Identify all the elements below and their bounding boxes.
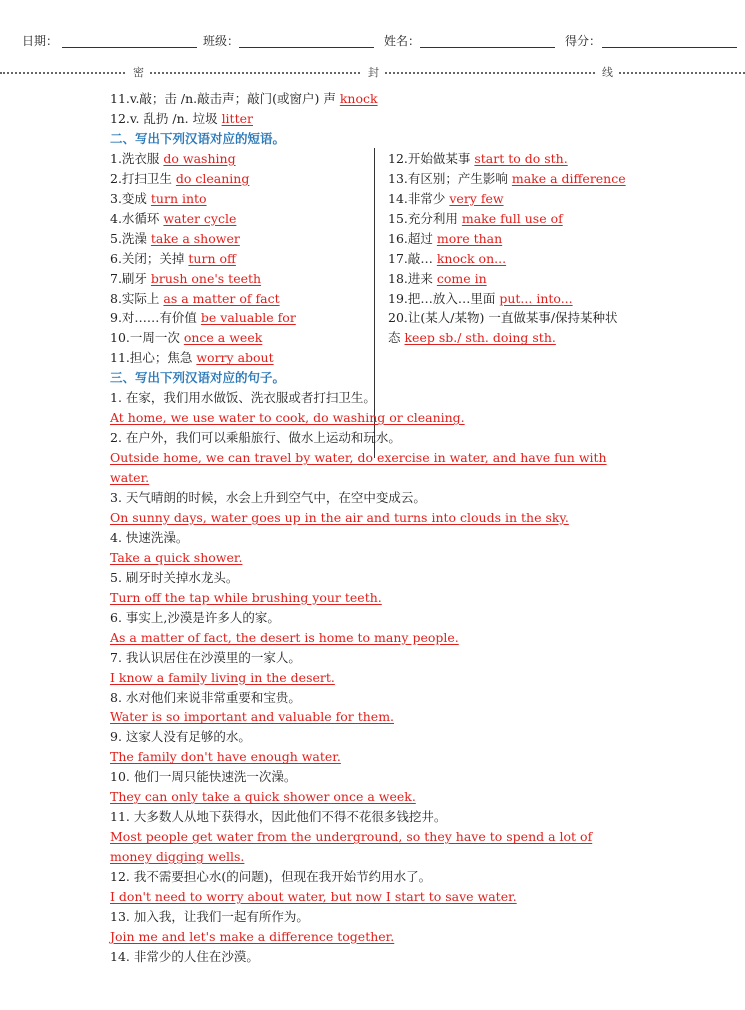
phrase-item [388,150,568,168]
phrase-answer: as a matter of fact [163,290,280,306]
sentence-answer [110,848,244,866]
seal-dots [0,72,125,74]
sentence-chinese: 9. 这家人没有足够的水。 [110,729,251,745]
sentence-chinese: 12. 我不需要担心水(的问题)，但现在我开始节约用水了。 [110,869,432,885]
sentence-chinese: 6. 事实上,沙漠是许多人的家。 [110,609,280,625]
name-field [384,32,420,49]
phrase-prompt: 6.关闭；关掉 [110,250,189,266]
phrase-answer: once a week [183,330,263,346]
sentence-english: At home, we use water to cook, do washing or cleaning. [110,410,465,426]
sentence-prompt [110,868,431,886]
phrase-prompt: 18.进来 [388,270,437,286]
phrase-prompt: 5.洗澡 [110,230,151,246]
sentence-english: Outside home, we can travel by water, do exercise in water, and have fun with [110,450,607,466]
seal-line [0,64,745,80]
sentence-prompt [110,609,280,627]
sentence-chinese: 13. 加入我，让我们一起有所作为。 [110,908,309,924]
sentence-answer [110,708,394,726]
sentence-prompt [110,649,301,667]
sentence-answer [110,469,149,487]
seal-dots [619,72,745,74]
sentence-answer [110,788,416,806]
phrase-prompt: 19.把…放入…里面 [388,290,500,306]
sentence-answer [110,928,394,946]
vocab-item [110,90,378,108]
section-2-title: 二、写出下列汉语对应的短语。 [110,130,286,146]
phrase-item [388,210,563,228]
sentence-chinese: 7. 我认识居住在沙漠里的一家人。 [110,649,301,665]
sentence-english: Turn off the tap while brushing your teeth. [110,589,382,605]
sentence-answer [110,589,382,607]
date-field [22,32,58,49]
phrase-item [110,250,236,268]
seal-dots [385,72,595,74]
sentence-prompt [110,808,446,826]
vocab-item [110,110,253,128]
phrase-prompt: 1.洗衣服 [110,150,164,166]
seal-char-feng: 封 [368,66,379,79]
phrase-item [110,270,261,288]
sentence-english: The family don't have enough water. [110,749,341,765]
sentence-answer [110,888,517,906]
sentence-prompt [110,529,188,547]
phrase-prompt: 13.有区别；产生影响 [388,170,512,186]
sentence-chinese: 2. 在户外，我们可以乘船旅行、做水上运动和玩水。 [110,430,401,446]
score-field [565,32,601,49]
score-blank[interactable] [602,47,737,48]
seal-char-mi: 密 [133,66,144,79]
sentence-chinese: 4. 快速洗澡。 [110,529,189,545]
phrase-answer: very few [449,190,504,206]
phrase-item [110,190,207,208]
date-label: 日期： [22,34,59,48]
phrase-prompt: 14.非常少 [388,190,450,206]
phrase-item [388,270,487,288]
phrase-prompt: 20.让(某人/某物) 一直做某事/保持某种状 [388,310,618,326]
sentence-chinese: 3. 天气晴朗的时候，水会上升到空气中，在空中变成云。 [110,490,426,505]
sentence-prompt [110,429,401,447]
sentence-answer [110,549,242,567]
phrase-prompt: 态 [388,330,405,346]
phrase-prompt: 3.变成 [110,190,151,206]
phrase-item [110,349,274,367]
sentence-prompt [110,489,426,507]
phrase-answer: turn into [150,190,207,206]
sentence-chinese: 5. 刷牙时关掉水龙头。 [110,569,239,585]
sentence-english: I don't need to worry about water, but now I start to save water. [110,889,517,904]
phrase-item [388,250,506,268]
seal-char-xian: 线 [602,66,613,79]
phrase-answer: do cleaning [175,170,250,186]
phrase-answer: do washing [163,150,236,166]
phrase-answer: make full use of [461,210,563,226]
sentence-answer [110,748,341,766]
sentence-prompt [110,768,296,786]
phrase-answer: take a shower [150,230,240,246]
sentence-prompt [110,728,251,746]
phrase-answer: water cycle [163,210,237,226]
sentence-answer [110,669,335,687]
phrase-item [110,150,236,168]
phrase-prompt: 8.实际上 [110,290,164,306]
phrase-prompt: 9.对……有价值 [110,310,201,326]
phrase-answer: worry about [196,350,274,366]
sentence-english: Water is so important and valuable for them. [110,709,395,725]
phrase-prompt: 12.开始做某事 [388,150,475,166]
sentence-answer [110,409,465,427]
class-field [203,32,239,49]
phrase-item [110,290,280,308]
vocab-prompt: 11.v.敲；击 /n.敲击声；敲门(或窗户) 声 [110,91,340,106]
sentence-english: On sunny days, water goes up in the air and turns into clouds in the sky. [110,509,569,525]
date-blank[interactable] [62,47,197,48]
phrase-answer: brush one's teeth [150,270,262,286]
vocab-prompt: 12.v. 乱扔 /n. 垃圾 [110,110,222,126]
header [0,32,745,52]
sentence-english: Join me and let's make a difference together. [110,928,395,944]
name-label: 姓名： [384,34,421,48]
vocab-answer: litter [221,110,253,126]
phrase-prompt: 2.打扫卫生 [110,170,176,186]
phrase-prompt: 10.一周一次 [110,330,184,346]
phrase-answer: start to do sth. [474,150,568,166]
sentence-english: water. [110,470,150,486]
phrase-item-continued [388,329,556,347]
phrase-item [110,170,249,188]
sentence-english: As a matter of fact, the desert is home to many people. [110,629,459,645]
sentence-prompt [110,948,259,966]
phrase-answer: make a difference [511,170,626,186]
sentence-english: Most people get water from the underground, so they have to spend a lot of [110,829,593,845]
score-label: 得分： [565,34,602,48]
phrase-item [388,230,502,248]
name-blank[interactable] [420,47,555,48]
phrase-item [110,309,296,327]
phrase-answer: come in [436,270,487,286]
phrase-prompt: 16.超过 [388,230,437,246]
sentence-english: They can only take a quick shower once a week. [110,789,416,805]
class-blank[interactable] [239,47,374,48]
phrase-prompt: 11.担心；焦急 [110,350,197,366]
phrase-answer: put... into... [499,290,573,306]
seal-dots [150,72,360,74]
phrase-item [110,230,240,248]
sentence-answer [110,828,592,846]
sentence-prompt [110,908,309,926]
sentence-english: money digging wells. [110,849,245,865]
phrase-item [110,329,262,347]
phrase-answer: knock on... [436,250,507,266]
sentence-prompt [110,389,376,407]
phrase-item [388,170,626,188]
phrase-item [388,290,573,308]
sentence-answer [110,509,569,527]
sentence-chinese: 1. 在家，我们用水做饭、洗衣服或者打扫卫生。 [110,390,376,406]
phrase-prompt: 7.刷牙 [110,270,151,286]
phrase-answer: be valuable for [200,310,296,326]
sentence-answer [110,629,459,647]
phrase-prompt: 17.敲… [388,250,437,266]
class-label: 班级： [203,34,240,48]
phrase-prompt: 4.水循环 [110,210,164,226]
sentence-chinese: 14. 非常少的人住在沙漠。 [110,948,259,964]
phrase-answer: keep sb./ sth. doing sth. [404,330,556,346]
sentence-prompt [110,689,301,707]
sentence-english: Take a quick shower. [110,549,243,565]
sentence-chinese: 10. 他们一周只能快速洗一次澡。 [110,769,297,785]
sentence-chinese: 11. 大多数人从地下获得水，因此他们不得不花很多钱挖井。 [110,809,447,825]
phrase-item [110,210,236,228]
sentence-prompt [110,569,238,587]
phrase-answer: more than [436,230,503,246]
vocab-answer: knock [339,91,378,106]
section-3-title: 三、写出下列汉语对应的句子。 [110,370,286,386]
sentence-answer [110,449,607,467]
phrase-item [388,190,504,208]
phrase-prompt: 15.充分利用 [388,210,462,226]
sentence-chinese: 8. 水对他们来说非常重要和宝贵。 [110,689,301,705]
phrase-answer: turn off [188,250,236,266]
sentence-english: I know a family living in the desert. [110,669,335,685]
phrase-item [388,309,618,327]
